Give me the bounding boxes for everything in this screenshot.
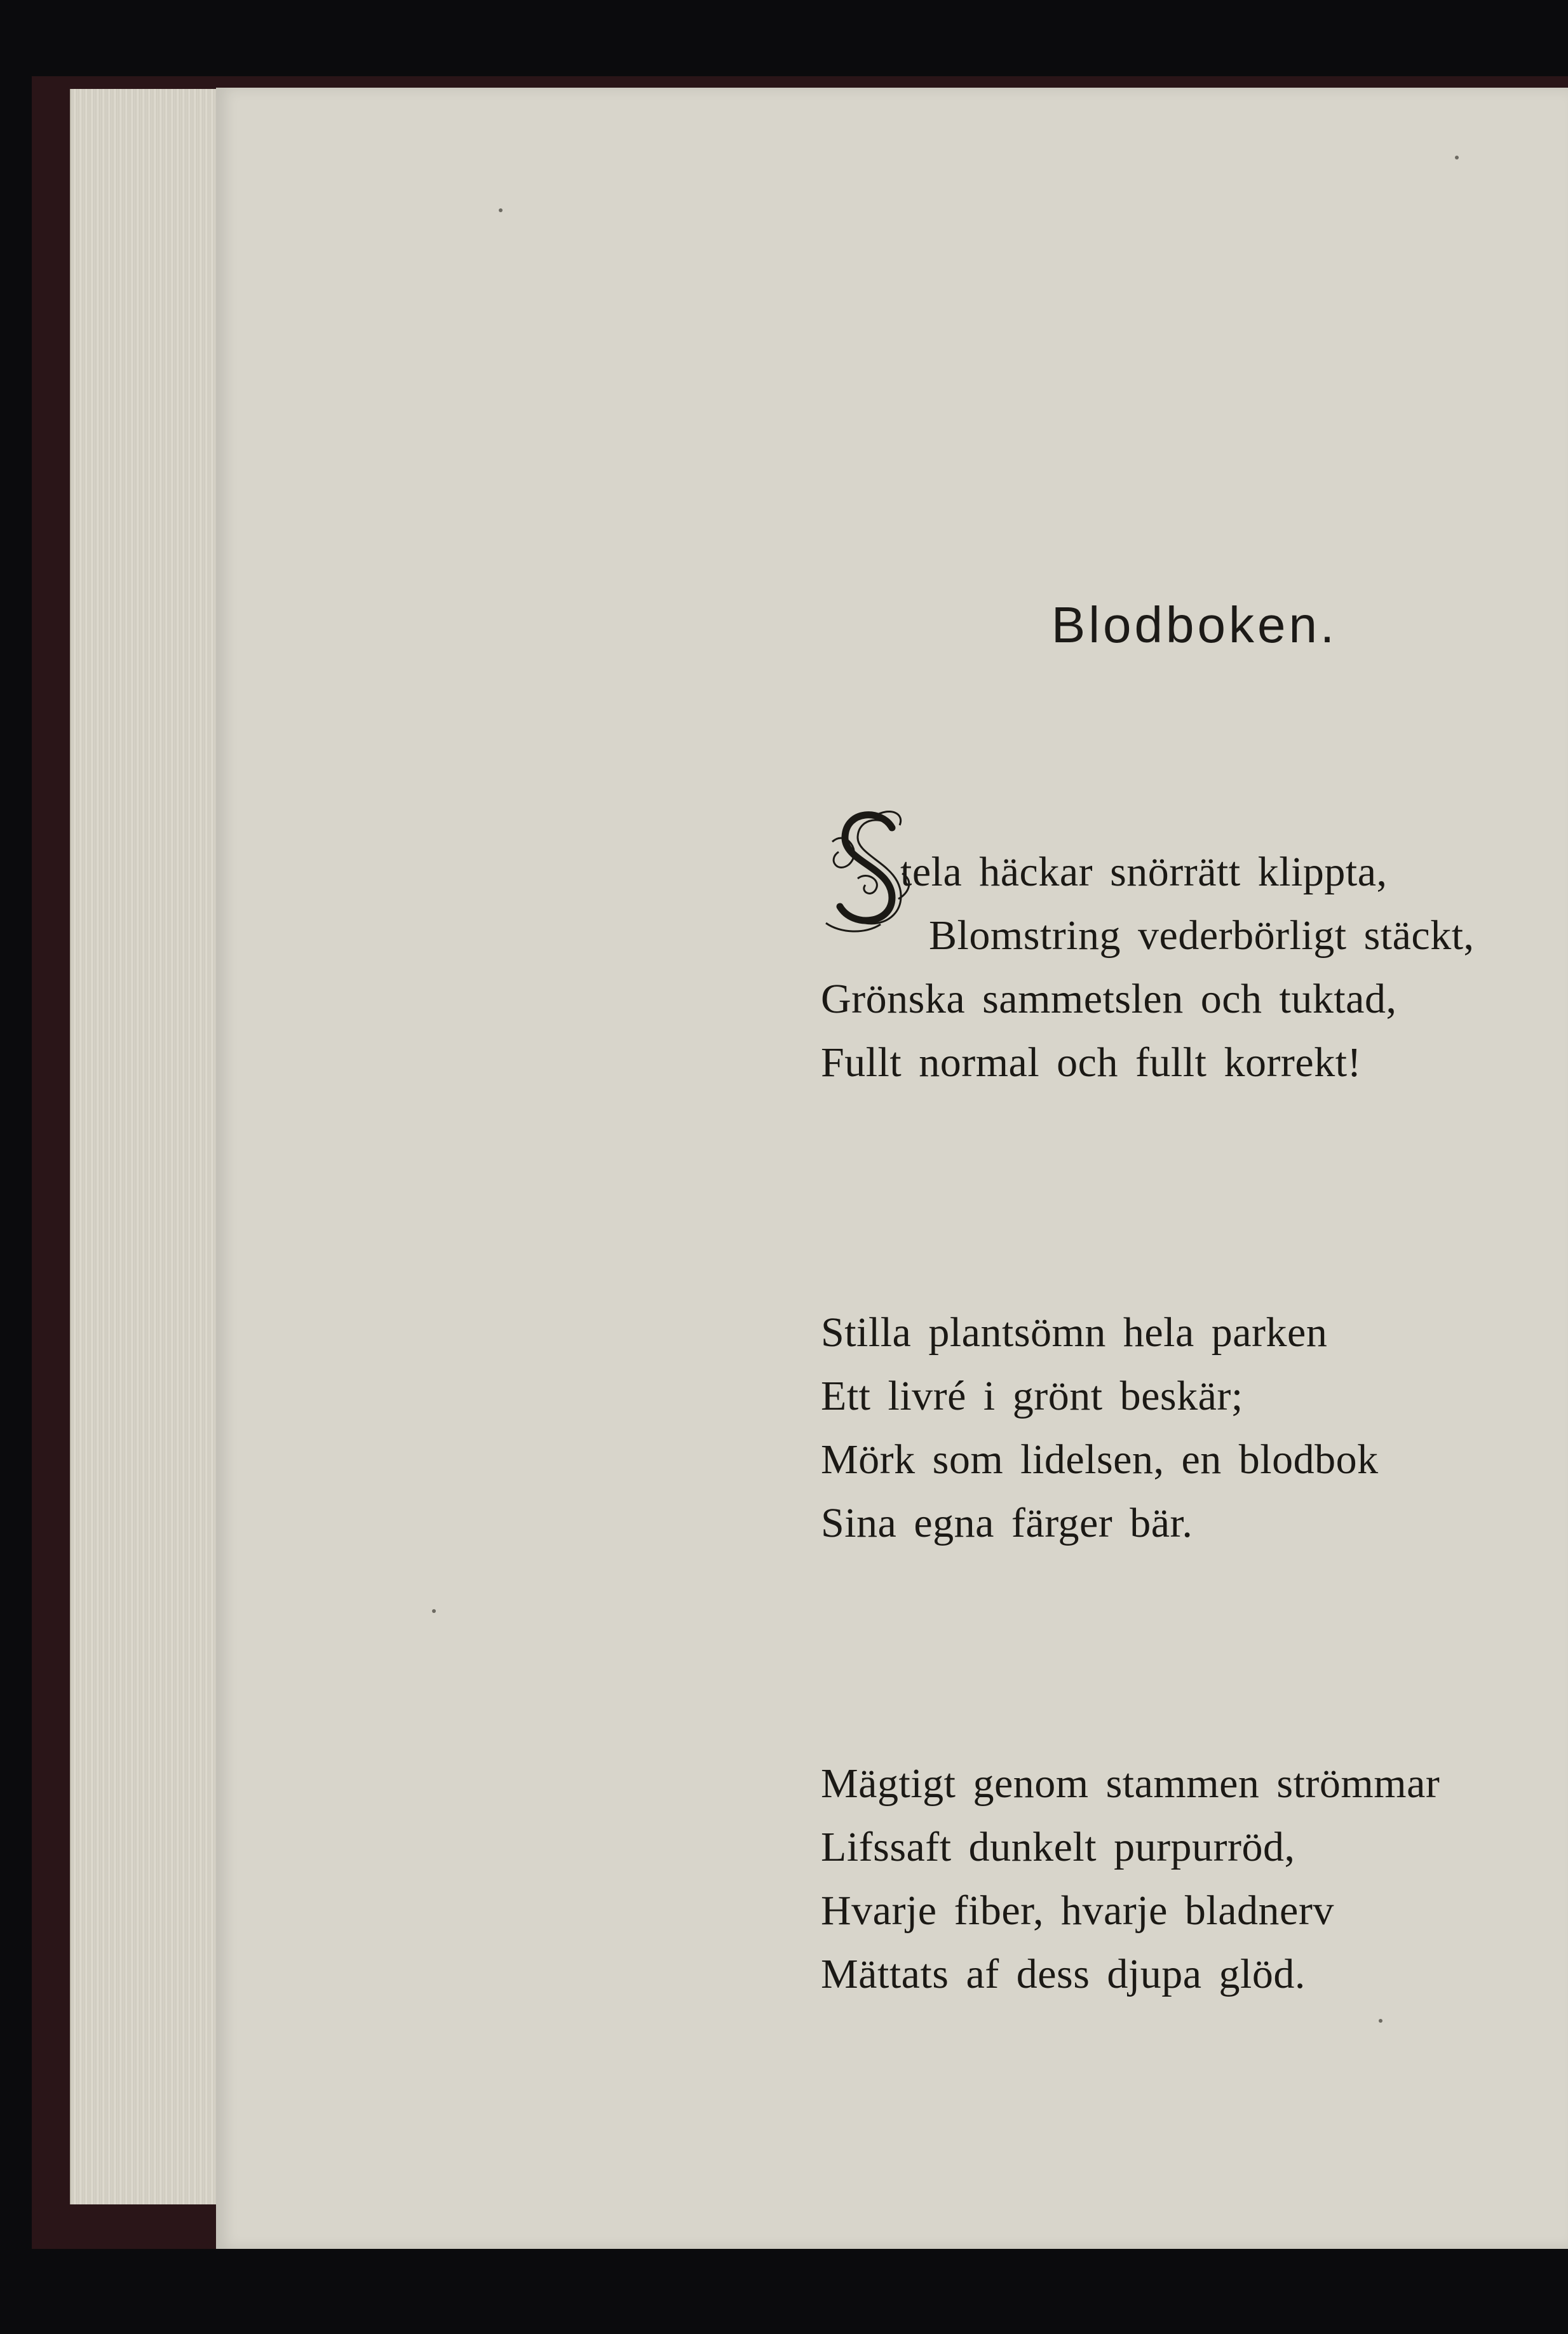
poem-line: Ett livré i grönt beskär; bbox=[821, 1373, 1243, 1419]
poem-line: Fullt normal och fullt korrekt! bbox=[821, 1039, 1362, 1086]
stanza-1 bbox=[821, 840, 1475, 1095]
poem-line: Hvarje fiber, hvarje bladnerv bbox=[821, 1887, 1334, 1934]
paper-speck bbox=[432, 1609, 436, 1613]
stanza-2 bbox=[821, 1301, 1379, 1555]
poem-line: Lifssaft dunkelt purpurröd, bbox=[821, 1824, 1295, 1870]
poem-line: Mägtigt genom stammen strömmar bbox=[821, 1760, 1440, 1807]
poem-line: Stilla plantsömn hela parken bbox=[821, 1309, 1328, 1356]
paper-speck bbox=[499, 208, 503, 212]
poem-line: Mättats af dess djupa glöd. bbox=[821, 1951, 1306, 1997]
paper-speck bbox=[1379, 2019, 1382, 2023]
poem-line: Grönska sammetslen och tuktad, bbox=[821, 976, 1397, 1022]
page-edges bbox=[70, 89, 224, 2204]
poem-line: Mörk som lidelsen, en blodbok bbox=[821, 1436, 1379, 1483]
poem-line bbox=[821, 840, 1475, 904]
poem-title: Blodboken. bbox=[1051, 597, 1338, 653]
poem-line: Sina egna färger bär. bbox=[821, 1500, 1193, 1546]
paper-speck bbox=[1455, 156, 1459, 159]
poem-line: Blomstring vederbörligt stäckt, bbox=[929, 912, 1475, 959]
poem-line-text: tela häckar snörrätt klippta, bbox=[900, 849, 1388, 895]
book-page bbox=[216, 88, 1568, 2249]
decorative-initial-s-icon bbox=[821, 804, 916, 937]
stanza-3 bbox=[821, 1752, 1440, 2006]
